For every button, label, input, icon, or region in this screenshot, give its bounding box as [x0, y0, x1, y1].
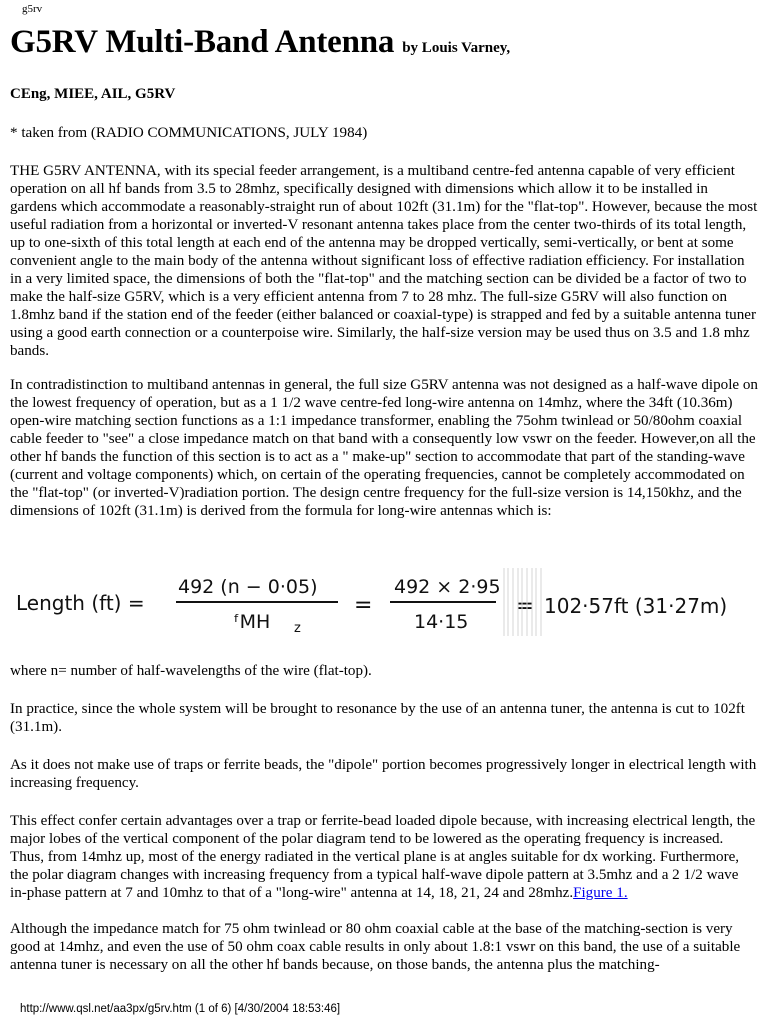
paragraph-advantages	[10, 812, 758, 902]
source-note: * taken from (RADIO COMMUNICATIONS, JULY 1984)	[10, 125, 368, 141]
formula-equals-3: =	[516, 594, 535, 619]
formula-lhs: Length (ft) =	[16, 591, 145, 615]
page-header-title: g5rv	[22, 3, 43, 15]
formula-frac1-denominator: ᶠMH	[234, 611, 271, 633]
formula-equals-2: =	[354, 593, 373, 618]
paragraph-intro: THE G5RV ANTENNA, with its special feeder arrangement, is a multiband centre-fed antenna capable of very efficient operation on all hf bands from 3.5 to 28mhz, specifically designed with dimensions which allow it to be installed in gardens which accommodate a reasonably-straight run of about 102ft (31.1m) for the "flat-top". However, because the most useful radiation from a horizontal or inverted-V resonant antenna takes place from the center two-thirds of its total length, up to one-sixth of this total length at each end of the antenna may be dropped vertically, semi-vertically, or bent at some convenient angle to the main body of the antenna without significant loss of effective radiation efficiency. For installation in a very limited space, the dimensions of both the "flat-top" and the matching section can be divided be a factor of two to make the half-size G5RV, which is a very efficient antenna from 7 to 28 mhz. The full-size G5RV will also function on 1.8mhz band if the station end of the feeder (either balanced or coaxial-type) is strapped and fed by a suitable antenna tuner using a good earth connection or a counterpoise wire. Similarly, the half-size version may be used thus on 3.5 and 1.8 mhz bands.	[10, 163, 758, 359]
paragraph-traps: As it does not make use of traps or ferrite beads, the "dipole" portion becomes progressively longer in electrical length with increasing frequency.	[10, 757, 757, 791]
paragraph-design: In contradistinction to multiband antennas in general, the full size G5RV antenna was not designed as a half-wave dipole on the lowest frequency of operation, but as a 1 1/2 wave centre-fed long-wire antenna on 14mhz, where the 34ft (10.36m) open-wire matching section functions as a 1:1 impedance transformer, enabling the 75ohm twinlead or 50/80ohm coaxial cable feeder to "see" a close impedance match on that band with a consequently low vswr on the feeder. However,on all the other hf bands the function of this section is to act as a " make-up" section to accommodate that part of the standing-wave (current and voltage components) which, on certain of the operating frequencies, cannot be completely accommodated on the "flat-top" (or inverted-V)radiation portion. The design centre frequency for the full-size version is 14,150khz, and the dimensions of 102ft (31.1m) is derived from the formula for long-wire antennas which is:	[10, 377, 758, 519]
paragraph-impedance: Although the impedance match for 75 ohm twinlead or 80 ohm coaxial cable at the base of the matching-section is very good at 14mhz, and even the use of 50 ohm coax cable results in only about 1.8:1 vswr on this band, the use of a suitable antenna tuner is necessary on all the other hf bands because, on those bands, the antenna plus the matching-	[10, 921, 741, 973]
article-byline: by Louis Varney,	[402, 40, 511, 56]
title-row	[10, 24, 760, 61]
print-footer: http://www.qsl.net/aa3px/g5rv.htm (1 of 6) [4/30/2004 18:53:46]	[20, 1003, 341, 1015]
formula-frac2-denominator: 14·15	[414, 611, 469, 633]
formula-frac2-numerator: 492 × 2·95	[394, 576, 501, 598]
paragraph-practice: In practice, since the whole system will be brought to resonance by the use of an antenna tuner, the antenna is cut to 102ft (31.1m).	[10, 701, 745, 735]
formula-scan-artifact	[504, 568, 541, 636]
author-credentials: CEng, MIEE, AIL, G5RV	[10, 86, 176, 102]
formula-frac1-denominator-subscript: z	[294, 621, 301, 636]
figure-1-link[interactable]: Figure 1.	[573, 885, 628, 901]
article-title: G5RV Multi-Band Antenna	[10, 24, 395, 60]
formula-frac1-numerator: 492 (n − 0·05)	[178, 576, 318, 598]
formula-result: 102·57ft (31·27m)	[544, 594, 728, 618]
length-formula-image	[10, 566, 758, 650]
paragraph-formula-note: where n= number of half-wavelengths of the wire (flat-top).	[10, 663, 372, 679]
paragraph-advantages-text: This effect confer certain advantages over a trap or ferrite-bead loaded dipole because, with increasing electrical length, the major lobes of the vertical component of the polar diagram tend to be lowered as the operating frequency is increased. Thus, from 14mhz up, most of the energy radiated in the vertical plane is at angles suitable for dx working. Furthermore, the polar diagram changes with increasing frequency from a typical half-wave dipole pattern at 3.5mhz and a 2 1/2 wave in-phase pattern at 7 and 10mhz to that of a "long-wire" antenna at 14, 18, 21, 24 and 28mhz.	[10, 813, 756, 901]
